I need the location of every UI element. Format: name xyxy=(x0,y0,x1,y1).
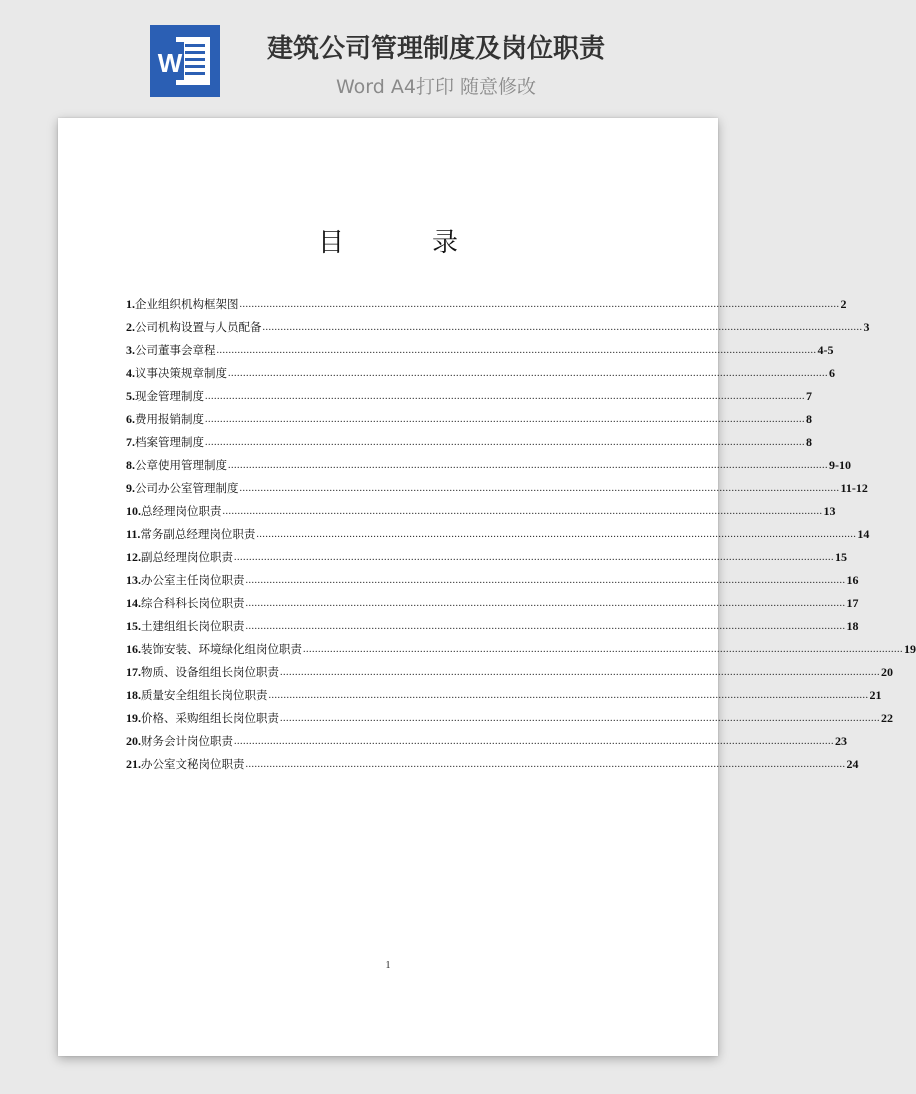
toc-entry[interactable] xyxy=(126,339,834,362)
toc-entry-label: 常务副总经理岗位职责 xyxy=(140,527,256,541)
toc-dot-leader: ........................................................................................................................................................................................................ xyxy=(205,391,805,402)
toc-entry-page: 13 xyxy=(823,504,836,518)
toc-entry-number: 2. xyxy=(126,320,135,334)
toc-entry-number: 3. xyxy=(126,343,135,357)
toc-dot-leader: ........................................................................................................................................................................................................ xyxy=(280,713,880,724)
toc-dot-leader: ........................................................................................................................................................................................................ xyxy=(303,644,903,655)
toc-entry-number: 19. xyxy=(126,711,141,725)
toc-entry-page: 9-10 xyxy=(829,458,851,472)
toc-entry-number: 9. xyxy=(126,481,135,495)
toc-entry-number: 18. xyxy=(126,688,141,702)
toc-dot-leader: ........................................................................................................................................................................................................ xyxy=(262,322,863,333)
toc-entry-label: 公司董事会章程 xyxy=(135,343,216,357)
toc-entry-label: 办公室主任岗位职责 xyxy=(141,573,245,587)
toc-entry-page: 18 xyxy=(846,619,859,633)
toc-entry-number: 14. xyxy=(126,596,141,610)
toc-entry-page: 23 xyxy=(835,734,847,748)
toc-entry-label: 企业组织机构框架图 xyxy=(135,297,239,311)
toc-entry-number: 10. xyxy=(126,504,141,518)
toc-entry-label: 公司机构设置与人员配备 xyxy=(135,320,262,334)
toc-entry-number: 13. xyxy=(126,573,141,587)
toc-dot-leader: ........................................................................................................................................................................................................ xyxy=(256,529,857,540)
toc-entry[interactable] xyxy=(126,431,812,454)
toc-entry-number: 16. xyxy=(126,642,141,656)
toc-entry[interactable] xyxy=(126,569,859,592)
toc-dot-leader: ........................................................................................................................................................................................................ xyxy=(228,460,828,471)
toc-entry-number: 17. xyxy=(126,665,141,679)
document-title: 建筑公司管理制度及岗位职责 xyxy=(266,34,605,64)
toc-dot-leader: ........................................................................................................................................................................................................ xyxy=(268,690,869,701)
toc-entry-page: 11-12 xyxy=(840,481,868,495)
toc-entry-page: 24 xyxy=(846,757,859,771)
toc-entry-page: 7 xyxy=(806,389,812,403)
toc-entry[interactable] xyxy=(126,661,893,684)
toc-entry-label: 费用报销制度 xyxy=(135,412,204,426)
toc-entry-label: 物质、设备组组长岗位职责 xyxy=(141,665,279,679)
toc-entry-number: 8. xyxy=(126,458,135,472)
toc-entry[interactable] xyxy=(126,592,859,615)
document-page xyxy=(58,118,916,1056)
toc-entry[interactable] xyxy=(126,362,835,385)
toc-entry-number: 15. xyxy=(126,619,141,633)
toc-dot-leader: ........................................................................................................................................................................................................ xyxy=(222,506,823,517)
banner-header xyxy=(0,0,774,118)
toc-entry[interactable] xyxy=(126,293,847,316)
toc-entry-label: 价格、采购组组长岗位职责 xyxy=(141,711,279,725)
toc-dot-leader: ........................................................................................................................................................................................................ xyxy=(234,552,834,563)
table-of-contents xyxy=(126,293,916,776)
toc-entry-label: 综合科科长岗位职责 xyxy=(141,596,245,610)
toc-entry-number: 6. xyxy=(126,412,135,426)
toc-entry-page: 14 xyxy=(857,527,870,541)
toc-entry-number: 7. xyxy=(126,435,135,449)
toc-entry-label: 质量安全组组长岗位职责 xyxy=(141,688,268,702)
toc-dot-leader: ........................................................................................................................................................................................................ xyxy=(245,575,846,586)
toc-entry-label: 议事决策规章制度 xyxy=(135,366,227,380)
toc-entry-label: 现金管理制度 xyxy=(135,389,204,403)
toc-entry-page: 3 xyxy=(863,320,870,334)
page-number: 1 xyxy=(385,960,391,971)
toc-entry-page: 15 xyxy=(835,550,847,564)
toc-dot-leader: ........................................................................................................................................................................................................ xyxy=(245,598,846,609)
toc-dot-leader: ........................................................................................................................................................................................................ xyxy=(239,483,840,494)
toc-dot-leader: ........................................................................................................................................................................................................ xyxy=(205,437,805,448)
toc-entry-page: 4-5 xyxy=(817,343,834,357)
toc-entry-label: 财务会计岗位职责 xyxy=(141,734,233,748)
toc-entry[interactable] xyxy=(126,753,859,776)
toc-entry[interactable] xyxy=(126,523,870,546)
toc-entry-page: 6 xyxy=(829,366,835,380)
toc-entry-page: 19 xyxy=(904,642,916,656)
toc-entry-number: 12. xyxy=(126,550,141,564)
toc-dot-leader: ........................................................................................................................................................................................................ xyxy=(234,736,834,747)
toc-entry-page: 16 xyxy=(846,573,859,587)
toc-entry[interactable] xyxy=(126,500,836,523)
toc-entry-page: 20 xyxy=(881,665,893,679)
toc-entry-page: 2 xyxy=(840,297,847,311)
toc-entry-number: 5. xyxy=(126,389,135,403)
toc-entry-page: 8 xyxy=(806,412,812,426)
toc-entry-number: 21. xyxy=(126,757,141,771)
toc-entry-label: 土建组组长岗位职责 xyxy=(141,619,245,633)
toc-entry[interactable] xyxy=(126,615,859,638)
toc-entry[interactable] xyxy=(126,454,851,477)
toc-entry-page: 21 xyxy=(869,688,882,702)
toc-entry-page: 17 xyxy=(846,596,859,610)
toc-entry-label: 装饰安装、环境绿化组岗位职责 xyxy=(141,642,302,656)
toc-entry[interactable] xyxy=(126,546,847,569)
toc-dot-leader: ........................................................................................................................................................................................................ xyxy=(280,667,880,678)
toc-entry-label: 办公室文秘岗位职责 xyxy=(141,757,245,771)
toc-entry[interactable] xyxy=(126,707,893,730)
toc-entry-page: 22 xyxy=(881,711,893,725)
toc-entry[interactable] xyxy=(126,684,882,707)
toc-entry-label: 总经理岗位职责 xyxy=(141,504,222,518)
toc-entry[interactable] xyxy=(126,408,812,431)
word-icon-letter: W xyxy=(157,48,183,78)
toc-entry[interactable] xyxy=(126,316,870,339)
toc-dot-leader: ........................................................................................................................................................................................................ xyxy=(245,621,846,632)
toc-dot-leader: ........................................................................................................................................................................................................ xyxy=(239,299,840,310)
toc-entry-label: 副总经理岗位职责 xyxy=(141,550,233,564)
toc-entry-number: 20. xyxy=(126,734,141,748)
toc-entry-page: 8 xyxy=(806,435,812,449)
toc-entry-number: 11. xyxy=(126,527,141,541)
toc-entry[interactable] xyxy=(126,385,812,408)
toc-entry[interactable] xyxy=(126,638,916,661)
toc-entry-number: 1. xyxy=(126,297,135,311)
toc-entry-label: 公司办公室管理制度 xyxy=(135,481,239,495)
document-subtitle: Word A4打印 随意修改 xyxy=(335,76,536,98)
toc-dot-leader: ........................................................................................................................................................................................................ xyxy=(228,368,828,379)
toc-dot-leader: ........................................................................................................................................................................................................ xyxy=(245,759,846,770)
toc-dot-leader: ........................................................................................................................................................................................................ xyxy=(205,414,805,425)
toc-entry-number: 4. xyxy=(126,366,135,380)
toc-dot-leader: ........................................................................................................................................................................................................ xyxy=(216,345,817,356)
toc-entry-label: 档案管理制度 xyxy=(135,435,204,449)
toc-heading: 目录 xyxy=(317,228,546,258)
toc-entry[interactable] xyxy=(126,477,868,500)
toc-entry[interactable] xyxy=(126,730,847,753)
toc-entry-label: 公章使用管理制度 xyxy=(135,458,227,472)
